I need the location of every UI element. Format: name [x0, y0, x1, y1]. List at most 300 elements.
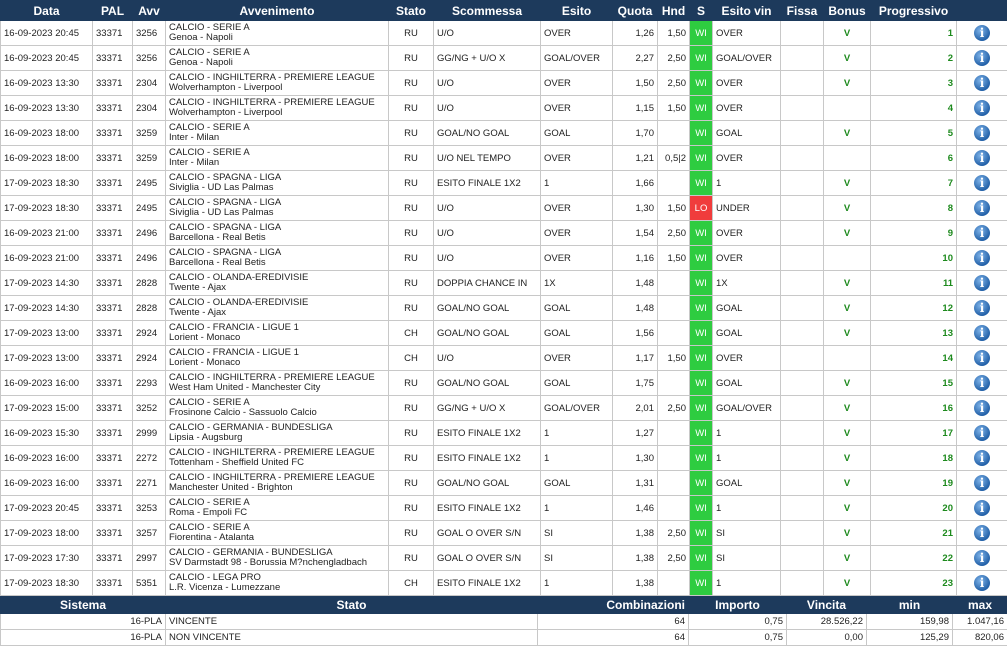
col-importo: Importo — [689, 597, 787, 614]
cell-fissa — [781, 371, 824, 396]
cell-status-badge: WI — [690, 496, 713, 521]
col-hnd: Hnd — [658, 1, 690, 21]
cell-info — [957, 196, 1007, 221]
cell-quota: 1,15 — [613, 96, 658, 121]
info-icon[interactable]: i — [974, 550, 990, 566]
cell-scommessa: U/O — [434, 196, 541, 221]
cell-data: 16-09-2023 18:00 — [1, 121, 93, 146]
cell-esito-vin: UNDER — [713, 196, 781, 221]
event-league: CALCIO - SERIE A — [169, 123, 385, 133]
info-icon[interactable]: i — [974, 350, 990, 366]
cell-avv: 3256 — [133, 46, 166, 71]
table-row — [1, 21, 1007, 46]
cell-data: 17-09-2023 18:30 — [1, 571, 93, 596]
info-icon[interactable]: i — [974, 225, 990, 241]
event-match: West Ham United - Manchester City — [169, 383, 385, 393]
cell-bonus: V — [824, 171, 871, 196]
cell-status-badge: WI — [690, 471, 713, 496]
event-match: Twente - Ajax — [169, 308, 385, 318]
cell-info — [957, 121, 1007, 146]
cell-bonus: V — [824, 221, 871, 246]
cell-fissa — [781, 246, 824, 271]
cell-avv: 3253 — [133, 496, 166, 521]
cell-avv: 2304 — [133, 96, 166, 121]
cell-fissa — [781, 396, 824, 421]
cell-fissa — [781, 496, 824, 521]
cell-data: 16-09-2023 21:00 — [1, 221, 93, 246]
event-match: Lorient - Monaco — [169, 358, 385, 368]
event-league: CALCIO - OLANDA-EREDIVISIE — [169, 273, 385, 283]
table-row — [1, 196, 1007, 221]
col-vincita: Vincita — [787, 597, 867, 614]
cell-esito-vin: OVER — [713, 96, 781, 121]
cell-status-badge: WI — [690, 246, 713, 271]
table-header-row — [1, 1, 1007, 21]
table-row — [1, 421, 1007, 446]
cell-importo: 0,75 — [689, 630, 787, 646]
cell-esito: SI — [541, 521, 613, 546]
cell-min: 159,98 — [867, 614, 953, 630]
cell-progressivo: 5 — [871, 121, 957, 146]
cell-esito-vin: OVER — [713, 246, 781, 271]
cell-progressivo: 3 — [871, 71, 957, 96]
col-bonus: Bonus — [824, 1, 871, 21]
cell-data: 17-09-2023 13:00 — [1, 321, 93, 346]
cell-fissa — [781, 571, 824, 596]
cell-esito-vin: OVER — [713, 221, 781, 246]
cell-data: 16-09-2023 16:00 — [1, 446, 93, 471]
col-progressivo: Progressivo — [871, 1, 957, 21]
cell-quota: 1,21 — [613, 146, 658, 171]
info-icon[interactable]: i — [974, 250, 990, 266]
event-match: Fiorentina - Atalanta — [169, 533, 385, 543]
cell-pal: 33371 — [93, 196, 133, 221]
cell-scommessa: ESITO FINALE 1X2 — [434, 496, 541, 521]
table-row — [1, 96, 1007, 121]
col-avvenimento: Avvenimento — [166, 1, 389, 21]
cell-pal: 33371 — [93, 96, 133, 121]
event-league: CALCIO - GERMANIA - BUNDESLIGA — [169, 423, 385, 433]
event-league: CALCIO - GERMANIA - BUNDESLIGA — [169, 548, 385, 558]
cell-avvenimento — [166, 221, 389, 246]
cell-bonus: V — [824, 396, 871, 421]
cell-quota: 1,56 — [613, 321, 658, 346]
cell-data: 16-09-2023 13:30 — [1, 96, 93, 121]
info-icon[interactable]: i — [974, 325, 990, 341]
cell-avvenimento — [166, 146, 389, 171]
cell-avvenimento — [166, 46, 389, 71]
info-icon[interactable]: i — [974, 525, 990, 541]
cell-progressivo: 7 — [871, 171, 957, 196]
info-icon[interactable]: i — [974, 300, 990, 316]
cell-avvenimento — [166, 346, 389, 371]
cell-hnd: 1,50 — [658, 346, 690, 371]
cell-fissa — [781, 171, 824, 196]
cell-quota: 1,30 — [613, 196, 658, 221]
cell-data: 17-09-2023 14:30 — [1, 296, 93, 321]
cell-fissa — [781, 121, 824, 146]
cell-pal: 33371 — [93, 171, 133, 196]
cell-pal: 33371 — [93, 571, 133, 596]
cell-quota: 1,38 — [613, 546, 658, 571]
cell-avvenimento — [166, 521, 389, 546]
info-icon[interactable]: i — [974, 575, 990, 591]
cell-data: 17-09-2023 20:45 — [1, 496, 93, 521]
cell-avv: 2924 — [133, 346, 166, 371]
cell-data: 17-09-2023 13:00 — [1, 346, 93, 371]
cell-avv: 2271 — [133, 471, 166, 496]
cell-combinazioni: 64 — [538, 614, 689, 630]
cell-vincita: 0,00 — [787, 630, 867, 646]
table-row — [1, 546, 1007, 571]
cell-quota: 2,01 — [613, 396, 658, 421]
cell-status-badge: WI — [690, 546, 713, 571]
cell-info — [957, 71, 1007, 96]
event-match: Wolverhampton - Liverpool — [169, 108, 385, 118]
cell-avvenimento — [166, 446, 389, 471]
cell-data: 17-09-2023 15:00 — [1, 396, 93, 421]
cell-hnd — [658, 446, 690, 471]
event-match: Manchester United - Brighton — [169, 483, 385, 493]
cell-scommessa: GOAL O OVER S/N — [434, 521, 541, 546]
cell-avv: 3257 — [133, 521, 166, 546]
cell-esito-vin: OVER — [713, 346, 781, 371]
cell-data: 17-09-2023 18:30 — [1, 196, 93, 221]
cell-status-badge: WI — [690, 371, 713, 396]
cell-summary-stato: NON VINCENTE — [166, 630, 538, 646]
event-match: Barcellona - Real Betis — [169, 258, 385, 268]
cell-info — [957, 396, 1007, 421]
col-quota: Quota — [613, 1, 658, 21]
cell-fissa — [781, 21, 824, 46]
cell-esito: OVER — [541, 246, 613, 271]
cell-bonus: V — [824, 21, 871, 46]
cell-status-badge: WI — [690, 221, 713, 246]
cell-quota: 2,27 — [613, 46, 658, 71]
cell-esito: GOAL/OVER — [541, 396, 613, 421]
summary-row — [1, 630, 1007, 646]
event-league: CALCIO - INGHILTERRA - PREMIERE LEAGUE — [169, 73, 385, 83]
cell-avv: 3252 — [133, 396, 166, 421]
cell-scommessa: GOAL/NO GOAL — [434, 371, 541, 396]
cell-hnd: 2,50 — [658, 221, 690, 246]
cell-hnd — [658, 321, 690, 346]
cell-scommessa: U/O — [434, 71, 541, 96]
cell-info — [957, 21, 1007, 46]
cell-bonus: V — [824, 496, 871, 521]
event-league: CALCIO - SPAGNA - LIGA — [169, 173, 385, 183]
cell-esito: OVER — [541, 71, 613, 96]
table-body — [1, 21, 1007, 596]
cell-avv: 2272 — [133, 446, 166, 471]
cell-stato: RU — [389, 171, 434, 196]
table-row — [1, 246, 1007, 271]
cell-esito: GOAL/OVER — [541, 46, 613, 71]
cell-quota: 1,54 — [613, 221, 658, 246]
cell-scommessa: ESITO FINALE 1X2 — [434, 571, 541, 596]
cell-scommessa: U/O — [434, 221, 541, 246]
cell-avvenimento — [166, 496, 389, 521]
cell-stato: RU — [389, 296, 434, 321]
cell-pal: 33371 — [93, 546, 133, 571]
cell-avv: 2828 — [133, 271, 166, 296]
cell-esito: 1 — [541, 446, 613, 471]
event-league: CALCIO - INGHILTERRA - PREMIERE LEAGUE — [169, 98, 385, 108]
cell-scommessa: ESITO FINALE 1X2 — [434, 446, 541, 471]
cell-quota: 1,27 — [613, 421, 658, 446]
info-icon[interactable]: i — [974, 400, 990, 416]
cell-quota: 1,30 — [613, 446, 658, 471]
cell-fissa — [781, 96, 824, 121]
cell-esito-vin: 1 — [713, 446, 781, 471]
cell-info — [957, 546, 1007, 571]
cell-scommessa: GOAL O OVER S/N — [434, 546, 541, 571]
event-match: Siviglia - UD Las Palmas — [169, 208, 385, 218]
cell-stato: RU — [389, 246, 434, 271]
cell-info — [957, 171, 1007, 196]
cell-esito-vin: 1X — [713, 271, 781, 296]
cell-status-badge: WI — [690, 46, 713, 71]
table-row — [1, 146, 1007, 171]
cell-esito-vin: 1 — [713, 171, 781, 196]
table-row — [1, 446, 1007, 471]
cell-esito: GOAL — [541, 371, 613, 396]
cell-esito: 1 — [541, 496, 613, 521]
cell-pal: 33371 — [93, 71, 133, 96]
cell-esito-vin: GOAL — [713, 296, 781, 321]
cell-summary-stato: VINCENTE — [166, 614, 538, 630]
cell-hnd: 1,50 — [658, 96, 690, 121]
cell-status-badge: WI — [690, 321, 713, 346]
cell-fissa — [781, 521, 824, 546]
cell-esito-vin: OVER — [713, 146, 781, 171]
cell-info — [957, 96, 1007, 121]
event-league: CALCIO - LEGA PRO — [169, 573, 385, 583]
info-icon[interactable]: i — [974, 425, 990, 441]
cell-stato: RU — [389, 121, 434, 146]
event-league: CALCIO - OLANDA-EREDIVISIE — [169, 298, 385, 308]
cell-bonus: V — [824, 371, 871, 396]
cell-bonus: V — [824, 546, 871, 571]
cell-status-badge: LO — [690, 196, 713, 221]
cell-fissa — [781, 471, 824, 496]
info-icon[interactable]: i — [974, 175, 990, 191]
cell-info — [957, 296, 1007, 321]
info-icon[interactable]: i — [974, 100, 990, 116]
cell-stato: CH — [389, 571, 434, 596]
cell-status-badge: WI — [690, 21, 713, 46]
info-icon[interactable]: i — [974, 500, 990, 516]
cell-avv: 2495 — [133, 171, 166, 196]
cell-progressivo: 23 — [871, 571, 957, 596]
table-row — [1, 471, 1007, 496]
cell-data: 17-09-2023 18:00 — [1, 521, 93, 546]
cell-hnd — [658, 471, 690, 496]
info-icon[interactable]: i — [974, 50, 990, 66]
cell-progressivo: 9 — [871, 221, 957, 246]
cell-avv: 2924 — [133, 321, 166, 346]
cell-data: 17-09-2023 18:30 — [1, 171, 93, 196]
event-match: Lipsia - Augsburg — [169, 433, 385, 443]
cell-status-badge: WI — [690, 271, 713, 296]
col-max: max — [953, 597, 1007, 614]
event-match: Genoa - Napoli — [169, 58, 385, 68]
cell-esito-vin: OVER — [713, 71, 781, 96]
info-icon[interactable]: i — [974, 125, 990, 141]
cell-avv: 3259 — [133, 146, 166, 171]
cell-avv: 2997 — [133, 546, 166, 571]
col-s: S — [690, 1, 713, 21]
cell-hnd: 2,50 — [658, 546, 690, 571]
cell-status-badge: WI — [690, 146, 713, 171]
cell-fissa — [781, 321, 824, 346]
cell-status-badge: WI — [690, 171, 713, 196]
cell-hnd — [658, 571, 690, 596]
cell-status-badge: WI — [690, 71, 713, 96]
table-row — [1, 321, 1007, 346]
col-combinazioni: Combinazioni — [538, 597, 689, 614]
cell-stato: CH — [389, 346, 434, 371]
event-match: Barcellona - Real Betis — [169, 233, 385, 243]
col-data: Data — [1, 1, 93, 21]
cell-esito-vin: SI — [713, 521, 781, 546]
cell-bonus — [824, 346, 871, 371]
info-icon[interactable]: i — [974, 450, 990, 466]
cell-progressivo: 15 — [871, 371, 957, 396]
cell-bonus: V — [824, 521, 871, 546]
cell-stato: RU — [389, 271, 434, 296]
cell-info — [957, 46, 1007, 71]
cell-avvenimento — [166, 396, 389, 421]
event-league: CALCIO - SERIE A — [169, 498, 385, 508]
info-icon[interactable]: i — [974, 375, 990, 391]
col-min: min — [867, 597, 953, 614]
cell-quota: 1,17 — [613, 346, 658, 371]
cell-quota: 1,26 — [613, 21, 658, 46]
cell-pal: 33371 — [93, 371, 133, 396]
cell-hnd — [658, 296, 690, 321]
cell-bonus — [824, 246, 871, 271]
cell-avv: 2293 — [133, 371, 166, 396]
cell-quota: 1,16 — [613, 246, 658, 271]
cell-stato: RU — [389, 371, 434, 396]
cell-info — [957, 521, 1007, 546]
cell-hnd: 2,50 — [658, 46, 690, 71]
event-match: Siviglia - UD Las Palmas — [169, 183, 385, 193]
cell-hnd — [658, 171, 690, 196]
cell-esito: OVER — [541, 221, 613, 246]
cell-hnd: 0,5|2 — [658, 146, 690, 171]
cell-scommessa: GOAL/NO GOAL — [434, 121, 541, 146]
cell-progressivo: 18 — [871, 446, 957, 471]
cell-avvenimento — [166, 321, 389, 346]
cell-stato: RU — [389, 396, 434, 421]
cell-esito: GOAL — [541, 296, 613, 321]
cell-progressivo: 1 — [871, 21, 957, 46]
cell-status-badge: WI — [690, 421, 713, 446]
table-row — [1, 496, 1007, 521]
cell-stato: RU — [389, 46, 434, 71]
cell-stato: RU — [389, 446, 434, 471]
cell-stato: RU — [389, 546, 434, 571]
cell-esito: GOAL — [541, 121, 613, 146]
cell-avvenimento — [166, 471, 389, 496]
summary-row — [1, 614, 1007, 630]
col-esito-vin: Esito vin — [713, 1, 781, 21]
cell-pal: 33371 — [93, 346, 133, 371]
cell-stato: RU — [389, 71, 434, 96]
info-icon[interactable]: i — [974, 275, 990, 291]
table-row — [1, 296, 1007, 321]
cell-fissa — [781, 421, 824, 446]
cell-progressivo: 10 — [871, 246, 957, 271]
info-icon[interactable]: i — [974, 25, 990, 41]
cell-bonus: V — [824, 571, 871, 596]
summary-body — [1, 614, 1007, 646]
cell-esito: 1X — [541, 271, 613, 296]
cell-bonus: V — [824, 46, 871, 71]
cell-progressivo: 8 — [871, 196, 957, 221]
cell-status-badge: WI — [690, 121, 713, 146]
cell-bonus: V — [824, 196, 871, 221]
cell-pal: 33371 — [93, 321, 133, 346]
cell-fissa — [781, 546, 824, 571]
cell-scommessa: GOAL/NO GOAL — [434, 321, 541, 346]
cell-avv: 2496 — [133, 246, 166, 271]
cell-progressivo: 4 — [871, 96, 957, 121]
col-scommessa: Scommessa — [434, 1, 541, 21]
info-icon[interactable]: i — [974, 200, 990, 216]
table-row — [1, 396, 1007, 421]
cell-esito-vin: 1 — [713, 571, 781, 596]
cell-stato: RU — [389, 146, 434, 171]
cell-importo: 0,75 — [689, 614, 787, 630]
info-icon[interactable]: i — [974, 150, 990, 166]
event-league: CALCIO - SERIE A — [169, 148, 385, 158]
cell-fissa — [781, 296, 824, 321]
cell-esito-vin: GOAL/OVER — [713, 46, 781, 71]
cell-avv: 3259 — [133, 121, 166, 146]
cell-progressivo: 19 — [871, 471, 957, 496]
cell-status-badge: WI — [690, 346, 713, 371]
event-league: CALCIO - INGHILTERRA - PREMIERE LEAGUE — [169, 373, 385, 383]
cell-stato: RU — [389, 521, 434, 546]
cell-progressivo: 20 — [871, 496, 957, 521]
cell-pal: 33371 — [93, 521, 133, 546]
cell-avvenimento — [166, 271, 389, 296]
col-summary-stato: Stato — [166, 597, 538, 614]
cell-min: 125,29 — [867, 630, 953, 646]
cell-avv: 2999 — [133, 421, 166, 446]
table-row — [1, 271, 1007, 296]
cell-info — [957, 346, 1007, 371]
table-row — [1, 221, 1007, 246]
cell-esito: OVER — [541, 346, 613, 371]
cell-progressivo: 12 — [871, 296, 957, 321]
table-row — [1, 121, 1007, 146]
cell-hnd: 2,50 — [658, 521, 690, 546]
cell-status-badge: WI — [690, 446, 713, 471]
info-icon[interactable]: i — [974, 75, 990, 91]
cell-status-badge: WI — [690, 521, 713, 546]
event-match: Inter - Milan — [169, 133, 385, 143]
cell-esito-vin: GOAL/OVER — [713, 396, 781, 421]
cell-scommessa: U/O — [434, 21, 541, 46]
cell-esito: OVER — [541, 96, 613, 121]
info-icon[interactable]: i — [974, 475, 990, 491]
cell-avv: 2304 — [133, 71, 166, 96]
table-row — [1, 346, 1007, 371]
